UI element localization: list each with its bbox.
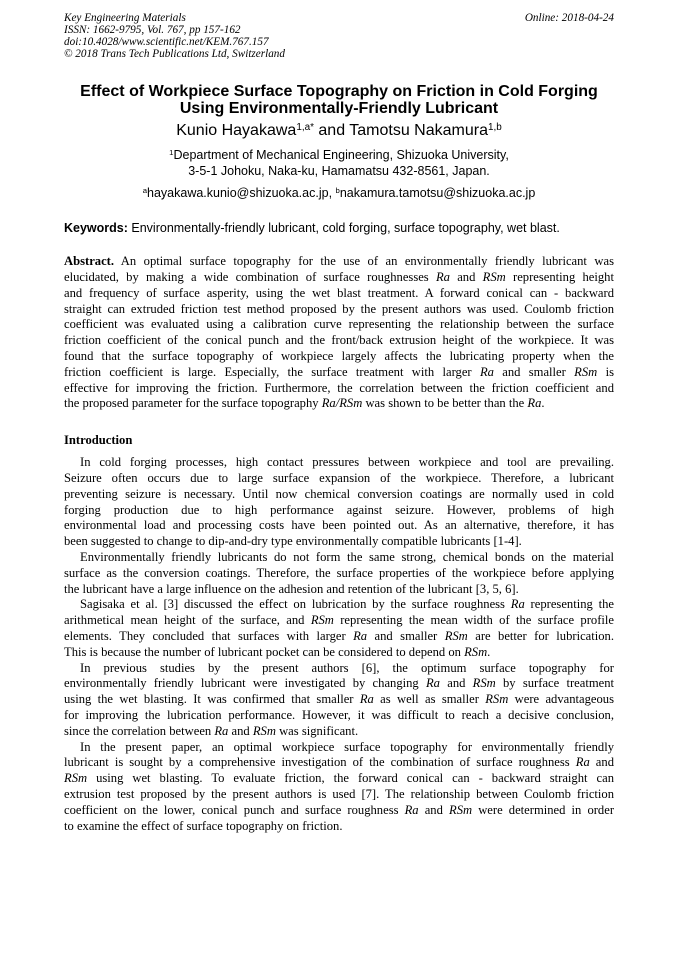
text-run: preventing seizure is necessary. Until now chemical conversion coatings are normally used in cold [64,486,614,501]
italic-symbol: RSm [485,692,509,707]
text-run: friction coefficient is large. Especially, the surface treatment with larger [64,364,480,379]
title-line: Using Environmentally-Friendly Lubricant [179,99,499,117]
intro-line [64,676,614,692]
abstract-line [64,254,614,270]
text-run: An optimal surface topography for the use of an environmentally friendly lubricant was [114,254,614,269]
abstract-line [64,396,614,412]
abstract [64,254,614,412]
abstract-line [64,286,614,302]
abstract-line [64,365,614,381]
title-line: Effect of Workpiece Surface Topography on Friction in Cold Forging [80,82,598,100]
text-run: and [228,723,253,738]
intro-line [64,613,614,629]
italic-symbol: Ra [404,802,419,817]
italic-symbol: RSm [464,644,488,659]
text-run: effective for improving the friction. Furthermore, the correlation between the friction coefficient and [64,380,614,395]
text-run: the proposed parameter for the surface topography [64,396,322,411]
text-run: Sagisaka et al. [3] discussed the effect on lubrication by the surface roughness [80,597,511,612]
intro-line [64,455,614,471]
copyright: © 2018 Trans Tech Publications Ltd, Switzerland [64,48,285,60]
intro-line [64,803,614,819]
text-run: using wet blasting. To evaluate friction, the forward conical can - backward straight can [87,771,614,786]
italic-symbol: RSm [449,802,473,817]
text-run: the lubricant have a large influence on the adhesion and retention of the lubricant [3, 5, 6]. [64,581,519,596]
text-run: and frequency of surface asperity, using the wet blast treatment. A forward conical can - backward [64,285,614,300]
text-run: and smaller [493,364,575,379]
text-run: was significant. [275,723,359,738]
author-name: Tamotsu Nakamura [349,122,488,139]
italic-symbol: RSm [444,628,468,643]
intro-line [64,566,614,582]
intro-line [64,645,614,661]
intro-line [64,771,614,787]
affiliation-address: 3-5-1 Johoku, Naka-ku, Hamamatsu 432-8561, Japan. [188,164,490,178]
email-address: hayakawa.kunio@shizuoka.ac.jp [147,186,329,200]
text-run: were determined in order [472,802,615,817]
intro-line [64,724,614,740]
italic-symbol: Ra [510,597,525,612]
text-run: been suggested to change to dip-and-dry type environmentally compatible lubricants [1-4]. [64,534,522,549]
author-affiliation-mark: 1,a* [296,121,314,133]
paper-title [0,83,678,117]
intro-line [64,787,614,803]
intro-paragraph [64,455,614,550]
intro-line [64,692,614,708]
text-run: coefficient was evaluated using a calibration curve representing the relationship between the surface [64,317,614,332]
italic-symbol: Ra [425,676,440,691]
text-run: In previous studies by the present authors [6], the optimum surface topography for [80,660,614,675]
section-heading: Introduction [64,433,133,447]
italic-symbol: Ra [575,755,590,770]
text-run: coefficient on the lower, conical punch and surface roughness [64,802,405,817]
italic-symbol: RSm [64,771,88,786]
intro-line [64,582,614,598]
intro-line [64,819,614,835]
text-run: . [541,396,545,411]
text-run: representing the [524,597,614,612]
keywords-text: Environmentally-friendly lubricant, cold forging, surface topography, wet blast. [131,221,560,235]
email-mark: a [142,185,148,195]
email-line [0,185,678,201]
text-run: Environmentally friendly lubricants do not form the same strong, chemical bonds on the material [80,549,614,564]
abstract-line [64,333,614,349]
affiliation-line [0,147,678,163]
intro-line [64,755,614,771]
text-run: Seizure often occurs due to large surface expansion of the workpiece. Therefore, a lubricant [64,470,614,485]
text-run: was shown to be better than the [362,396,528,411]
affiliation-department: Department of Mechanical Engineering, Shizuoka University, [173,148,509,162]
text-run: arithmetical mean height of the surface, and [64,613,311,628]
italic-symbol: Ra [359,692,374,707]
keywords [64,220,614,236]
keywords-label: Keywords: [64,221,128,235]
intro-line [64,518,614,534]
issn-volume-pages: ISSN: 1662-9795, Vol. 767, pp 157-162 [64,24,241,36]
text-run: forging production due to high performance against seizure. However, problems of high [64,502,614,517]
intro-line [64,550,614,566]
author-line [0,122,678,140]
intro-line [64,661,614,677]
text-run: were advantageous [508,692,614,707]
text-run: and smaller [367,628,445,643]
text-run: surface as the conversion coatings. Therefore, the surface properties of the workpiece before applying [64,565,614,580]
intro-paragraph [64,597,614,660]
doi: doi:10.4028/www.scientific.net/KEM.767.157 [64,36,269,48]
text-run: In the present paper, an optimal workpiece surface topography for environmentally friendly [80,739,614,754]
intro-paragraph [64,661,614,740]
text-run: found that the surface topography of workpiece largely affects the lubricating property when the [64,348,614,363]
text-run: and [589,755,614,770]
text-run: straight can extruded friction test method proposed by the present authors was used. Coulomb friction [64,301,614,316]
text-run: . [487,644,491,659]
text-run: friction coefficient of the conical punch and the front/back extrusion height of the workpiece. It was [64,333,614,348]
italic-symbol: Ra [214,723,229,738]
text-run: lubricant is sought by a comprehensive investigation of the combination of surface roughness [64,755,576,770]
italic-symbol: RSm [310,613,334,628]
italic-symbol: Ra [527,396,542,411]
italic-symbol: Ra [321,396,336,411]
text-run: environmentally friendly lubricant were investigated by changing [64,676,426,691]
text-run: since the correlation between [64,723,215,738]
text-run: In cold forging processes, high contact pressures between workpiece and tool are prevailing. [80,455,614,470]
journal-name: Key Engineering Materials [64,12,186,24]
text-run: to examine the effect of surface topography on friction. [64,818,343,833]
abstract-line [64,349,614,365]
affiliation [0,147,678,179]
text-run: are better for lubrication. [467,628,614,643]
abstract-line [64,302,614,318]
intro-paragraph [64,740,614,835]
abstract-line [64,317,614,333]
online-date: Online: 2018-04-24 [524,12,614,24]
intro-line [64,708,614,724]
text-run: and [418,802,450,817]
intro-line [64,471,614,487]
journal-info [64,12,285,60]
text-run: extrusion test proposed by the present authors is used [7]. The relationship between Coulomb friction [64,786,614,801]
text-run: and [449,269,483,284]
italic-symbol: / [335,396,340,411]
italic-symbol: RSm [472,676,496,691]
email-address: nakamura.tamotsu@shizuoka.ac.jp [339,186,536,200]
introduction-body [64,455,614,834]
text-run: elucidated, by making a wide combination of surface roughnesses [64,269,436,284]
text-run: This is because the number of lubricant pocket can be considered to depend on [64,644,465,659]
intro-line [64,487,614,503]
italic-symbol: Ra [479,364,494,379]
text-run: and [439,676,473,691]
italic-symbol: RSm [252,723,276,738]
abstract-line [64,381,614,397]
email-separator: , [328,186,333,200]
italic-symbol: RSm [574,364,598,379]
text-run: for improving the lubrication performance. However, it was difficult to reach a decisive conclusion, [64,707,614,722]
italic-symbol: RSm [339,396,363,411]
text-run: is [597,364,614,379]
italic-symbol: RSm [482,269,506,284]
affiliation-mark: 1 [169,147,174,157]
text-run: as well as smaller [373,692,486,707]
email-mark: b [335,185,340,195]
author-affiliation-mark: 1,b [487,121,502,133]
intro-paragraph [64,550,614,597]
intro-line [64,597,614,613]
intro-line [64,740,614,756]
italic-symbol: Ra [353,628,368,643]
text-run: by surface treatment [495,676,615,691]
text-run: environmental load and processing costs have been pointed out. As an alternative, therefore, it has [64,518,614,533]
text-run: elements. They concluded that surfaces with larger [64,628,354,643]
run-in-label: Abstract. [64,254,115,269]
abstract-line [64,270,614,286]
author-name: Kunio Hayakawa [176,122,297,139]
author-joiner: and [318,122,346,139]
italic-symbol: Ra [435,269,450,284]
text-run: representing the mean width of the surface profile [333,613,614,628]
intro-line [64,629,614,645]
text-run: using the wet blasting. It was confirmed that smaller [64,692,360,707]
intro-line [64,503,614,519]
intro-line [64,534,614,550]
text-run: representing height [505,269,614,284]
